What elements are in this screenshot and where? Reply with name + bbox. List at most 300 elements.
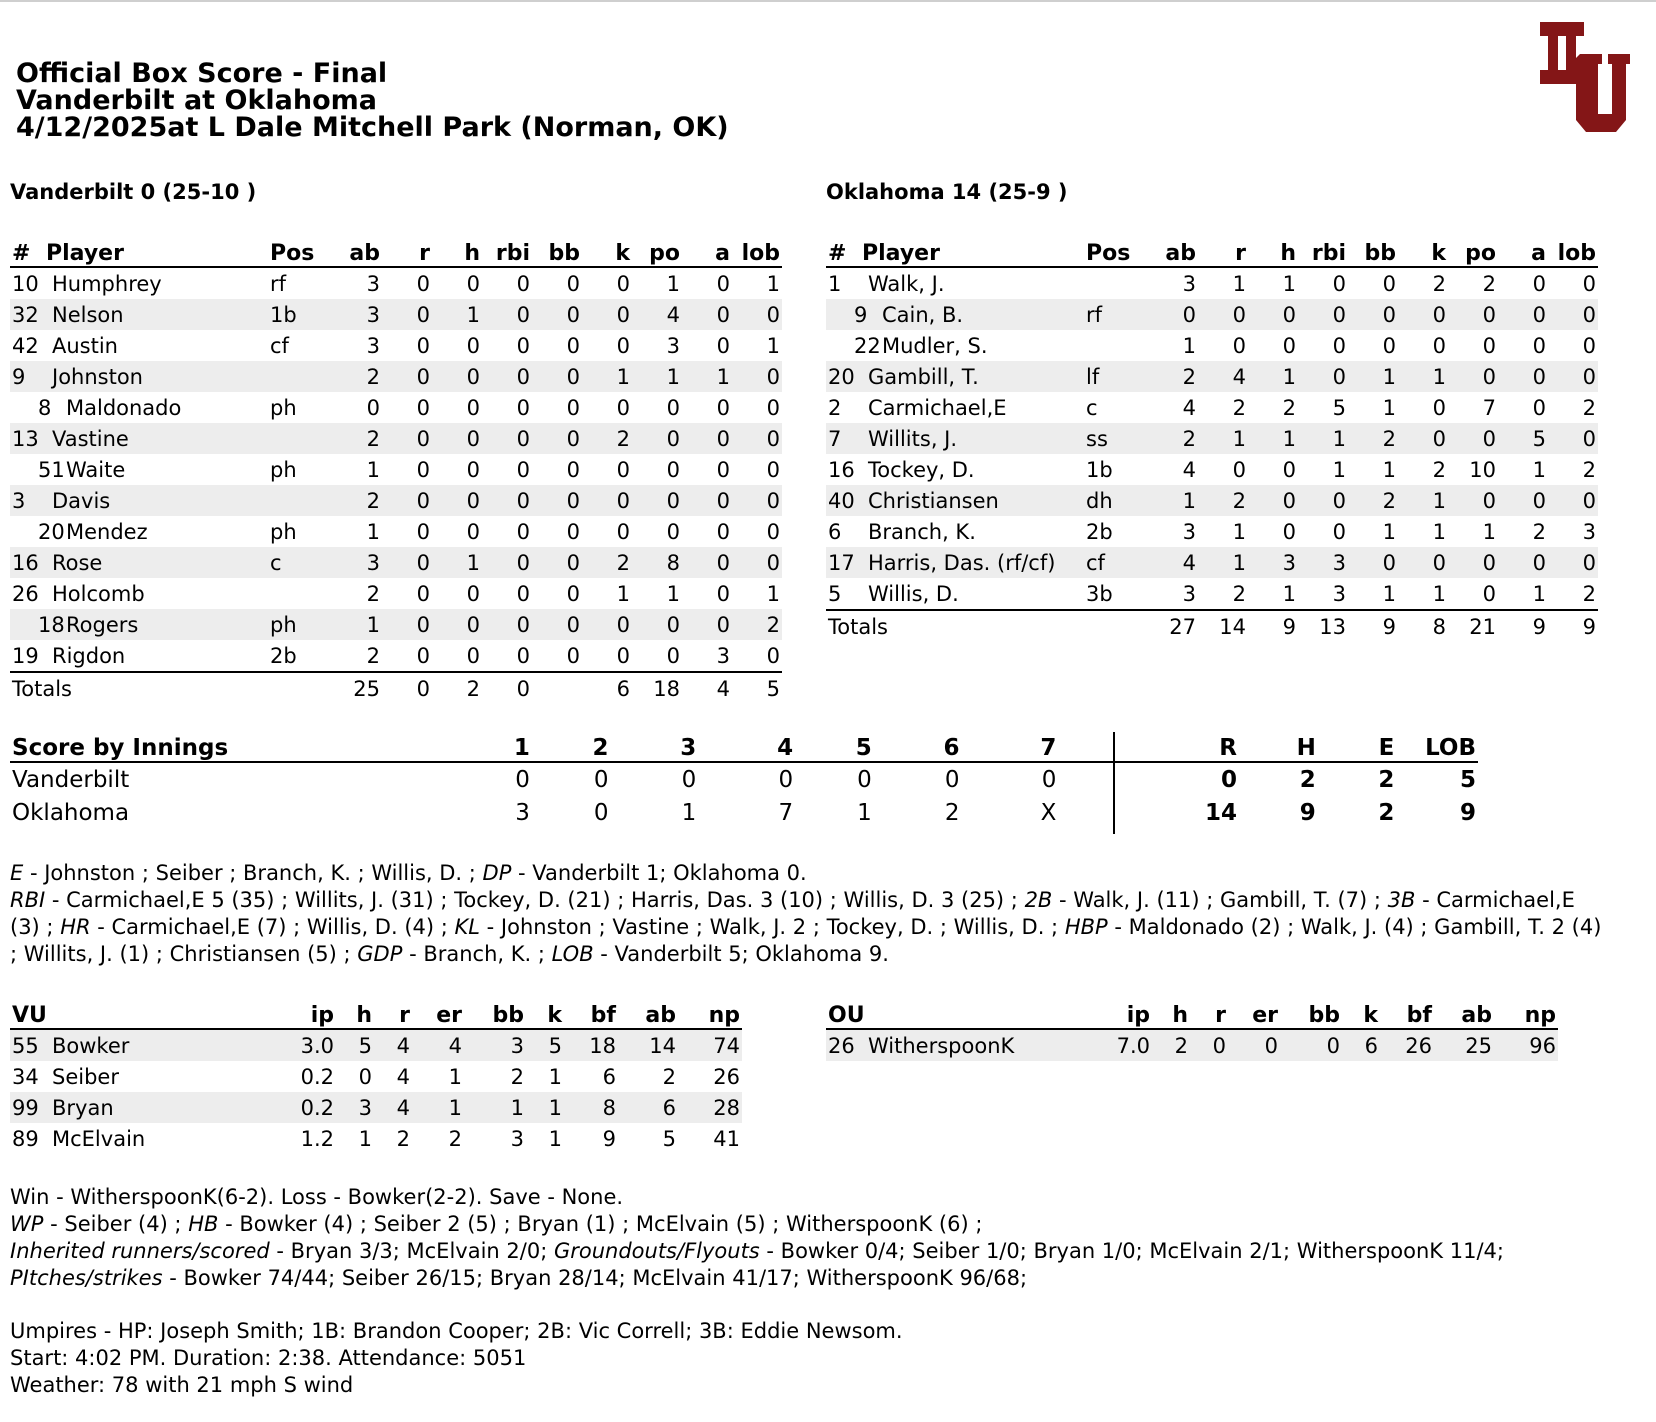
- note-label-rbi: RBI: [10, 888, 46, 912]
- pitch-stat-np: 28: [678, 1092, 742, 1123]
- batter-number: 9: [854, 302, 868, 327]
- stat-ab: 0: [1148, 299, 1198, 330]
- pitch-stat-h: 3: [336, 1092, 374, 1123]
- pitch-stat-np: 74: [678, 1029, 742, 1061]
- inning-runs: 1: [857, 799, 872, 826]
- pitch-stat-r: 4: [374, 1029, 412, 1061]
- stat-ab: 3: [366, 271, 380, 296]
- pitcher-name: Bryan: [52, 1095, 114, 1120]
- batter-name: Austin: [52, 333, 118, 358]
- stat-lob: 0: [766, 395, 780, 420]
- inning-header: 7: [961, 731, 1058, 762]
- batter-name: Carmichael,E: [868, 395, 1007, 420]
- linescore-total-header: H: [1239, 731, 1318, 762]
- stat-ab: 3: [332, 547, 382, 578]
- stat-bb: 0: [532, 361, 582, 392]
- stat-ab: 3: [332, 299, 382, 330]
- box-score-header: [16, 60, 729, 141]
- stat-rbi: 0: [482, 547, 532, 578]
- pitch-stat-k: 6: [1342, 1029, 1380, 1061]
- batter-row: [826, 299, 1598, 330]
- stat-h: 1: [1282, 271, 1296, 296]
- stat-lob: 1: [766, 271, 780, 296]
- pitch-stat-er: 2: [448, 1126, 462, 1151]
- stat-h: 0: [466, 333, 480, 358]
- batter-pos: ph: [270, 395, 297, 420]
- stat-k: 0: [1398, 423, 1448, 454]
- total-bb: [532, 672, 582, 704]
- batter-wrap: [828, 272, 945, 296]
- inning-runs: X: [1040, 799, 1057, 826]
- batter-wrap: [828, 520, 976, 544]
- stat-r: 2: [1198, 485, 1248, 516]
- batter-wrap: [828, 396, 1007, 420]
- pitcher-cell: [10, 1061, 272, 1092]
- note-label-hb: HB: [188, 1212, 219, 1236]
- batter-row: [10, 609, 782, 640]
- note-label-3b: 3B: [1387, 888, 1416, 912]
- batter-pos: 1b: [268, 299, 332, 330]
- batter-name: Vastine: [52, 426, 129, 451]
- batter-name: Harris, Das. (rf/cf): [868, 550, 1056, 575]
- stat-rbi: 0: [482, 423, 532, 454]
- stat-bb: 1: [1382, 581, 1396, 606]
- pitch-stat-k: 1: [548, 1064, 562, 1089]
- stat-k: 1: [1398, 485, 1448, 516]
- inning-runs: 0: [1041, 766, 1057, 793]
- pitcher-cell: [10, 1123, 272, 1154]
- col-header-r: r: [1190, 998, 1228, 1029]
- linescore-header-row: [10, 731, 1478, 762]
- note-label-2b: 2B: [1024, 888, 1053, 912]
- stat-po: 0: [632, 609, 682, 640]
- stat-bb: 0: [1348, 299, 1398, 330]
- stat-rbi: 0: [516, 581, 530, 606]
- stat-lob: 0: [1548, 547, 1598, 578]
- stat-a: 0: [682, 299, 732, 330]
- batter-pos: dh: [1084, 485, 1148, 516]
- stat-bb: 0: [566, 271, 580, 296]
- col-header-rbi: rbi: [482, 236, 532, 267]
- note-hb: - Bowker (4) ; Seiber 2 (5) ; Bryan (1) ; McElvain (5) ; WitherspoonK (6) ;: [218, 1212, 983, 1236]
- batter-cell: [10, 516, 268, 547]
- stat-k: 1: [616, 581, 630, 606]
- batter-cell: [826, 330, 1084, 361]
- stat-po: 0: [1448, 299, 1498, 330]
- stat-bb: 0: [1382, 271, 1396, 296]
- batter-cell: [826, 423, 1084, 454]
- stat-ab: 3: [1182, 271, 1196, 296]
- col-header-np: np: [678, 998, 742, 1029]
- col-header-r: r: [374, 998, 412, 1029]
- batter-pos: 3b: [1086, 581, 1113, 606]
- total-po: 21: [1448, 610, 1498, 642]
- col-header-lob: lob: [1548, 236, 1598, 267]
- total-lob: 5: [732, 672, 782, 704]
- batter-cell: [826, 485, 1084, 516]
- batter-pos: rf: [270, 271, 287, 296]
- header-row: [826, 236, 1598, 267]
- col-header-h: h: [336, 998, 374, 1029]
- stat-po: 1: [666, 271, 680, 296]
- stat-h: 0: [432, 609, 482, 640]
- stat-po: 1: [1482, 519, 1496, 544]
- pitch-stat-k: 1: [548, 1126, 562, 1151]
- stat-bb: 0: [532, 547, 582, 578]
- batter-number: 17: [828, 550, 855, 575]
- note-wp: - Seiber (4) ;: [43, 1212, 189, 1236]
- stat-lob: 0: [1548, 299, 1598, 330]
- pitch-stat-r: 4: [374, 1092, 412, 1123]
- batter-name: Maldonado: [66, 395, 182, 420]
- batter-number: 16: [828, 457, 855, 482]
- note-hr: - Carmichael,E (7) ; Willis, D. (4) ;: [90, 915, 455, 939]
- stat-h: 3: [1248, 547, 1298, 578]
- pitcher-row: [10, 1061, 742, 1092]
- batter-name: Rigdon: [52, 643, 126, 668]
- batter-number: 10: [12, 271, 39, 296]
- pitch-stat-ip: 7.0: [1088, 1029, 1152, 1061]
- batter-cell: [826, 547, 1084, 578]
- batter-number: 40: [828, 488, 855, 513]
- col-header-ab: ab: [1148, 236, 1198, 267]
- linescore-divider: [1113, 732, 1115, 834]
- pitching-team-label: VU: [10, 998, 272, 1029]
- note-label-gdp: GDP: [357, 942, 403, 966]
- batter-name: Mudler, S.: [882, 333, 988, 358]
- batter-row: [10, 640, 782, 672]
- stat-a: 1: [1532, 457, 1546, 482]
- stat-po: 0: [1448, 423, 1498, 454]
- pitcher-number: 55: [12, 1033, 39, 1058]
- home-batting-table: [826, 236, 1598, 642]
- stat-po: 4: [632, 299, 682, 330]
- col-header-ab: ab: [1434, 998, 1494, 1029]
- stat-bb: 0: [566, 457, 580, 482]
- batter-pos: 2b: [1086, 519, 1113, 544]
- batter-cell: [10, 267, 268, 299]
- batter-cell: [826, 267, 1084, 299]
- batter-wrap: [828, 365, 979, 389]
- stat-rbi: 0: [1332, 519, 1346, 544]
- batter-wrap: [828, 427, 957, 451]
- batter-name: Christiansen: [868, 488, 999, 513]
- batter-cell: [826, 454, 1084, 485]
- note-label-dp: DP: [482, 861, 512, 885]
- linescore-e: 2: [1378, 799, 1395, 826]
- batter-number: 8: [38, 395, 52, 420]
- stat-lob: 0: [1582, 333, 1596, 358]
- batter-cell: [10, 454, 268, 485]
- note-gf: - Bowker 0/4; Seiber 1/0; Bryan 1/0; McElvain 2/1; WitherspoonK 11/4;: [759, 1239, 1504, 1263]
- inning-runs: 0: [778, 766, 794, 793]
- batter-row: [10, 485, 782, 516]
- inning-runs: 2: [944, 799, 960, 826]
- decisions: Win - WitherspoonK(6-2). Loss - Bowker(2-2). Save - None.: [10, 1185, 624, 1209]
- pitch-stat-er: 1: [448, 1064, 462, 1089]
- batter-cell: [10, 423, 268, 454]
- stat-h: 0: [466, 271, 480, 296]
- stat-r: 4: [1198, 361, 1248, 392]
- note-hbp: - Maldonado (2) ; Walk, J. (4) ; Gambill, T. 2 (4) ; Willits, J. (1) ; Christiansen (5) ;: [10, 915, 1602, 966]
- pitch-stat-r: 0: [1190, 1029, 1228, 1061]
- col-header-rbi: rbi: [1298, 236, 1348, 267]
- batter-wrap: [12, 334, 118, 358]
- pitcher-name: Seiber: [52, 1064, 119, 1089]
- inning-runs: 0: [515, 766, 530, 793]
- batter-cell: [826, 516, 1084, 547]
- note-ir: - Bryan 3/3; McElvain 2/0;: [269, 1239, 554, 1263]
- stat-k: 2: [582, 423, 632, 454]
- umpires: Umpires - HP: Joseph Smith; 1B: Brandon Cooper; 2B: Vic Correll; 3B: Eddie Newsom.: [10, 1319, 903, 1343]
- stat-rbi: 1: [1332, 457, 1346, 482]
- batter-cell: [826, 392, 1084, 423]
- header-row: [10, 236, 782, 267]
- stat-bb: 1: [1382, 395, 1396, 420]
- total-lob: 9: [1548, 610, 1598, 642]
- batter-number: 26: [12, 581, 39, 606]
- stat-po: 1: [666, 581, 680, 606]
- stat-po: 0: [1448, 547, 1498, 578]
- stat-a: 0: [716, 395, 730, 420]
- stat-rbi: 0: [1298, 299, 1348, 330]
- batter-row: [10, 267, 782, 299]
- batter-wrap: [12, 458, 125, 482]
- stat-a: 0: [716, 581, 730, 606]
- stat-h: 0: [1282, 519, 1296, 544]
- stat-bb: 0: [532, 299, 582, 330]
- note-label-hr: HR: [60, 915, 91, 939]
- stat-rbi: 0: [516, 643, 530, 668]
- pitch-stat-h: 5: [336, 1029, 374, 1061]
- stat-k: 2: [582, 547, 632, 578]
- stat-bb: 1: [1382, 519, 1396, 544]
- pitch-stat-np: 41: [713, 1126, 740, 1151]
- note-label-hbp: HBP: [1064, 915, 1108, 939]
- batter-wrap: [12, 489, 110, 513]
- stat-po: 0: [1448, 485, 1498, 516]
- stat-a: 0: [716, 333, 730, 358]
- stat-ab: 1: [1148, 485, 1198, 516]
- stat-k: 0: [1398, 547, 1448, 578]
- note-e: - Johnston ; Seiber ; Branch, K. ; Willis, D. ;: [23, 861, 483, 885]
- stat-po: 3: [666, 333, 680, 358]
- batter-wrap: [12, 272, 162, 296]
- pitcher-cell: [826, 1029, 1088, 1061]
- batter-wrap: [12, 427, 129, 451]
- stat-lob: 1: [766, 333, 780, 358]
- stat-rbi: 1: [1298, 423, 1348, 454]
- col-header-h: h: [1248, 236, 1298, 267]
- stat-a: 0: [716, 271, 730, 296]
- total-bb: 9: [1348, 610, 1398, 642]
- stat-rbi: 5: [1332, 395, 1346, 420]
- batter-number: 19: [12, 643, 39, 668]
- total-rbi: 13: [1298, 610, 1348, 642]
- col-header-player: Player: [44, 236, 268, 267]
- batter-cell: [10, 299, 268, 330]
- pitch-stat-bf: 6: [602, 1064, 616, 1089]
- stat-k: 1: [1432, 519, 1446, 544]
- col-header-a: a: [1498, 236, 1548, 267]
- col-header-bb: bb: [532, 236, 582, 267]
- col-header-h: h: [432, 236, 482, 267]
- stat-lob: 2: [1582, 581, 1596, 606]
- stat-k: 1: [582, 361, 632, 392]
- batter-number: 22: [854, 333, 881, 358]
- batter-row: [826, 330, 1598, 361]
- totals-row: [826, 610, 1598, 642]
- pitch-stat-h: 1: [358, 1126, 372, 1151]
- stat-ab: 0: [366, 395, 380, 420]
- stat-lob: 0: [766, 519, 780, 544]
- batter-row: [10, 299, 782, 330]
- pitch-stat-bb: 2: [510, 1064, 524, 1089]
- away-team-title: Vanderbilt 0 (25-10 ): [10, 180, 257, 204]
- stat-h: 0: [466, 457, 480, 482]
- pitch-stat-bf: 9: [602, 1126, 616, 1151]
- batter-number: 13: [12, 426, 39, 451]
- stat-rbi: 0: [516, 271, 530, 296]
- stat-lob: 0: [766, 643, 780, 668]
- pitch-stat-er: 4: [412, 1029, 464, 1061]
- col-header-k: k: [1342, 998, 1380, 1029]
- stat-r: 0: [416, 581, 430, 606]
- stat-lob: 0: [732, 485, 782, 516]
- stat-r: 0: [416, 643, 430, 668]
- batter-row: [10, 392, 782, 423]
- stat-k: 0: [616, 643, 630, 668]
- pitch-stat-ip: 0.2: [272, 1092, 336, 1123]
- col-header-pos: Pos: [268, 236, 332, 267]
- batter-row: [826, 361, 1598, 392]
- batter-row: [826, 454, 1598, 485]
- batter-name: Willis, D.: [868, 581, 959, 606]
- total-rbi: 0: [482, 672, 532, 704]
- away-batting-table: [10, 236, 782, 704]
- stat-a: 0: [1532, 395, 1546, 420]
- linescore-lob: 9: [1459, 799, 1476, 826]
- stat-lob: 1: [766, 581, 780, 606]
- pitching-header-row: [10, 998, 742, 1029]
- batter-row: [826, 423, 1598, 454]
- stat-a: 2: [1532, 519, 1546, 544]
- pitch-stat-bb: 0: [1280, 1029, 1342, 1061]
- stat-a: 0: [1498, 299, 1548, 330]
- note-label-kl: KL: [454, 915, 480, 939]
- stat-rbi: 0: [516, 333, 530, 358]
- stat-h: 0: [466, 395, 480, 420]
- note-label-e: E: [10, 861, 24, 885]
- stat-po: 0: [666, 457, 680, 482]
- batter-wrap: [12, 582, 145, 606]
- stat-ab: 4: [1148, 547, 1198, 578]
- stat-lob: 2: [1582, 395, 1596, 420]
- stat-ab: 2: [366, 581, 380, 606]
- batter-number: 5: [828, 581, 842, 606]
- batter-name: Waite: [66, 457, 126, 482]
- note-label-ps: PItches/strikes: [10, 1266, 163, 1290]
- stat-k: 0: [1398, 299, 1448, 330]
- inning-runs: 0: [681, 766, 697, 793]
- stat-po: 0: [1482, 581, 1496, 606]
- stat-a: 0: [682, 423, 732, 454]
- batter-number: 7: [828, 426, 842, 451]
- batter-name: Gambill, T.: [868, 364, 979, 389]
- linescore-h: 9: [1299, 799, 1316, 826]
- batter-row: [826, 485, 1598, 516]
- batter-pos: cf: [270, 333, 289, 358]
- pitcher-name: WitherspoonK: [868, 1033, 1015, 1058]
- inning-header: 4: [698, 731, 795, 762]
- inning-runs: 0: [593, 766, 609, 793]
- stat-h: 1: [432, 299, 482, 330]
- col-header-lob: lob: [732, 236, 782, 267]
- stat-r: 0: [416, 457, 430, 482]
- stat-a: 0: [1498, 547, 1548, 578]
- col-header-bb: bb: [1280, 998, 1342, 1029]
- stat-ab: 3: [1182, 519, 1196, 544]
- col-header-k: k: [582, 236, 632, 267]
- pitch-stat-bb: 3: [464, 1029, 526, 1061]
- stat-rbi: 0: [516, 457, 530, 482]
- total-ab: 25: [332, 672, 382, 704]
- stat-k: 2: [1432, 457, 1446, 482]
- stat-lob: 0: [1548, 361, 1598, 392]
- stat-po: 0: [666, 395, 680, 420]
- batter-name: Rose: [52, 550, 103, 575]
- stat-a: 1: [1532, 581, 1546, 606]
- batter-wrap: [12, 365, 143, 389]
- batter-name: Nelson: [52, 302, 124, 327]
- pitch-stat-ab: 2: [662, 1064, 676, 1089]
- batter-row: [10, 516, 782, 547]
- stat-ab: 1: [366, 457, 380, 482]
- batter-pos: [268, 578, 332, 609]
- pitcher-row: [10, 1123, 742, 1154]
- batter-name: Walk, J.: [868, 271, 945, 296]
- stat-r: 1: [1232, 271, 1246, 296]
- batter-pos: [1084, 330, 1148, 361]
- stat-k: 0: [582, 485, 632, 516]
- home-team-title: Oklahoma 14 (25-9 ): [826, 180, 1068, 204]
- pitcher-row: [826, 1029, 1558, 1061]
- batter-cell: [10, 640, 268, 672]
- col-header-number: #: [10, 236, 44, 267]
- inning-header: 3: [611, 731, 699, 762]
- batter-name: Willits, J.: [868, 426, 958, 451]
- col-header-bb: bb: [464, 998, 526, 1029]
- inning-runs: 3: [515, 799, 530, 826]
- stat-k: 0: [1432, 333, 1446, 358]
- stat-po: 0: [666, 519, 680, 544]
- batter-wrap: [12, 303, 124, 327]
- pitch-stat-r: 2: [396, 1126, 410, 1151]
- stat-bb: 2: [1348, 423, 1398, 454]
- batter-number: 18: [38, 612, 65, 637]
- pitch-stat-h: 2: [1152, 1029, 1190, 1061]
- stat-ab: 4: [1182, 457, 1196, 482]
- stat-h: 0: [432, 423, 482, 454]
- stat-r: 0: [416, 333, 430, 358]
- stat-bb: 0: [566, 581, 580, 606]
- col-header-bf: bf: [564, 998, 618, 1029]
- batter-pos: ss: [1084, 423, 1148, 454]
- pitch-stat-np: 96: [1494, 1029, 1558, 1061]
- batter-cell: [10, 609, 268, 640]
- stat-a: 1: [682, 361, 732, 392]
- pitcher-cell: [10, 1092, 272, 1123]
